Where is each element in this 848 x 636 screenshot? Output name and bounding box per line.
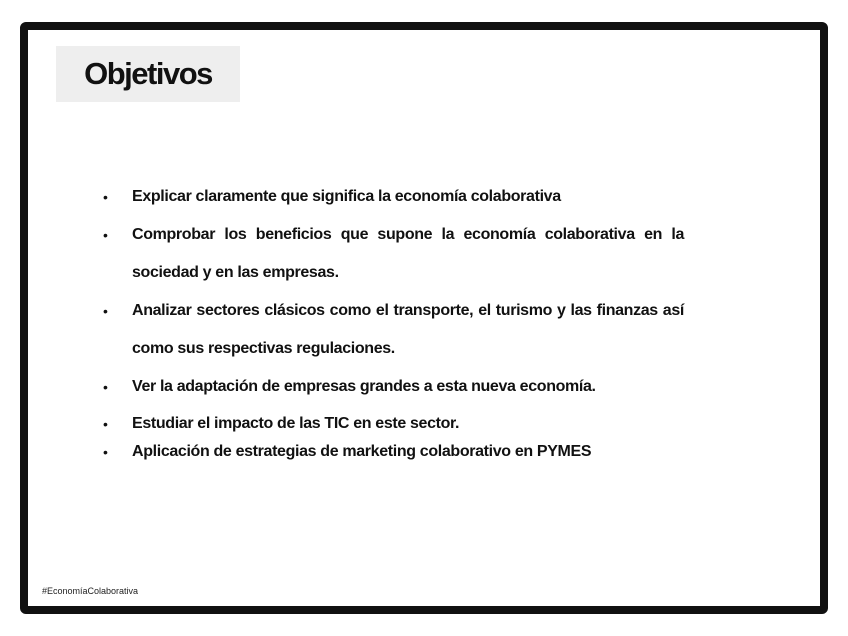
objectives-list xyxy=(100,178,684,466)
objective-item: • Analizar sectores clásicos como el transporte, el turismo y las finanzas así como sus respectivas regulaciones. xyxy=(100,292,684,368)
slide-frame xyxy=(20,22,828,614)
title-box xyxy=(56,46,240,102)
objective-item: • Comprobar los beneficios que supone la economía colaborativa en la sociedad y en las empresas. xyxy=(100,216,684,292)
objective-item: • Explicar claramente que significa la economía colaborativa xyxy=(100,178,684,216)
hashtag-footer: #EconomíaColaborativa xyxy=(42,586,139,596)
slide-title: Objetivos xyxy=(84,56,212,91)
objective-item: • Aplicación de estrategias de marketing colaborativo en PYMES xyxy=(100,438,684,466)
objective-item: • Estudiar el impacto de las TIC en este sector. xyxy=(100,410,684,438)
objective-item: • Ver la adaptación de empresas grandes a esta nueva economía. xyxy=(100,368,684,406)
